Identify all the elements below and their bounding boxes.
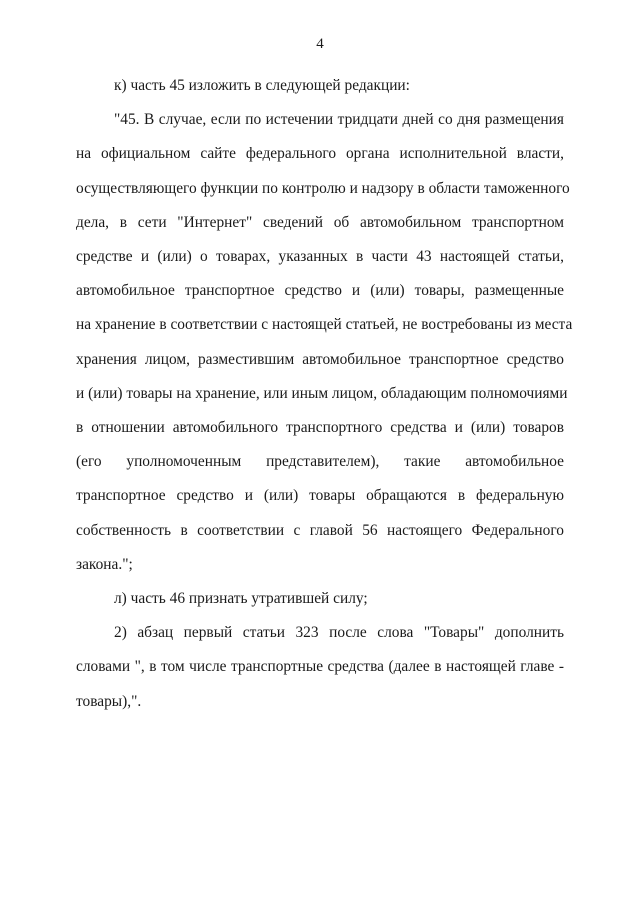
text-line: "45. В случае, если по истечении тридцати дней со дня размещения — [114, 111, 564, 129]
text-line: (его уполномоченным представителем), такие автомобильное — [76, 453, 564, 471]
text-line: средстве и (или) о товарах, указанных в части 43 настоящей статьи, — [76, 248, 564, 266]
text-line: к) часть 45 изложить в следующей редакции: — [114, 77, 410, 94]
text-line: закона."; — [76, 555, 133, 573]
document-body — [76, 69, 573, 719]
text-line: на официальном сайте федерального органа исполнительной власти, — [76, 145, 564, 163]
text-line: л) часть 46 признать утратившей силу; — [114, 590, 368, 608]
text-line: дела, в сети "Интернет" сведений об автомобильном транспортном — [76, 213, 564, 231]
text-line: в отношении автомобильного транспортного средства и (или) товаров — [76, 419, 564, 437]
paragraph-l — [76, 582, 564, 616]
text-line: автомобильное транспортное средство и (или) товары, размещенные — [76, 282, 564, 300]
text-line: 2) абзац первый статьи 323 после слова "Товары" дополнить — [114, 624, 564, 642]
text-line: собственность в соответствии с главой 56 настоящего Федерального — [76, 521, 564, 539]
text-line: транспортное средство и (или) товары обращаются в федеральную — [76, 487, 564, 505]
text-line: осуществляющего функции по контролю и надзору в области таможенного — [76, 179, 570, 197]
paragraph-item-2 — [76, 616, 564, 719]
paragraph-k — [76, 69, 564, 103]
page-number: 4 — [316, 36, 324, 52]
text-line: и (или) товары на хранение, или иным лицом, обладающим полномочиями — [76, 384, 568, 402]
text-line: словами ", в том числе транспортные средства (далее в настоящей главе - — [76, 658, 564, 676]
text-line: на хранение в соответствии с настоящей статьей, не востребованы из места — [76, 316, 573, 334]
paragraph-article-45 — [76, 103, 573, 582]
text-line: хранения лицом, разместившим автомобильное транспортное средство — [76, 350, 564, 368]
text-line: товары),". — [76, 692, 142, 710]
